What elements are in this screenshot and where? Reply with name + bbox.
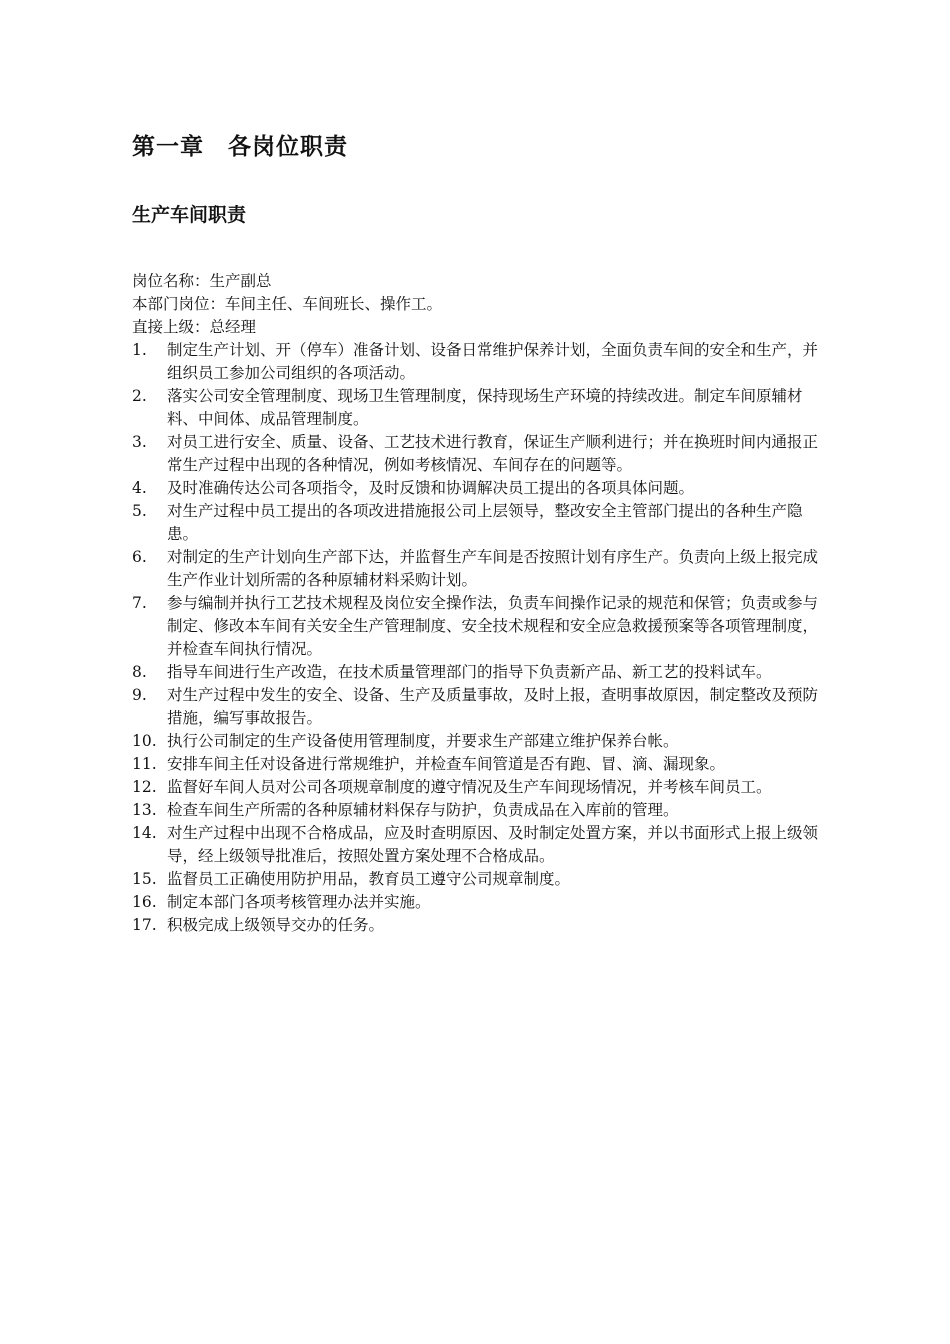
duty-text: 参与编制并执行工艺技术规程及岗位安全操作法，负责车间操作记录的规范和保管；负责或参与制定、修改本车间有关安全生产管理制度、安全技术规程和安全应急救援预案等各项管理制度，并检查车间执行情况。 xyxy=(167,594,819,658)
duty-text: 监督员工正确使用防护用品，教育员工遵守公司规章制度。 xyxy=(167,870,571,888)
section-title: 生产车间职责 xyxy=(132,204,247,226)
duty-number: 7. xyxy=(132,594,147,612)
duty-item xyxy=(132,914,822,937)
duty-item xyxy=(132,500,822,546)
duty-text: 对制定的生产计划向生产部下达，并监督生产车间是否按照计划有序生产。负责向上级上报完成生产作业计划所需的各种原辅材料采购计划。 xyxy=(167,548,819,589)
duty-number: 12. xyxy=(132,778,157,796)
duty-number: 9. xyxy=(132,686,147,704)
position-description xyxy=(132,270,822,937)
duty-number: 13. xyxy=(132,801,157,819)
duties-list xyxy=(132,339,822,937)
duty-text: 安排车间主任对设备进行常规维护，并检查车间管道是否有跑、冒、滴、漏现象。 xyxy=(167,755,726,773)
duty-item xyxy=(132,477,822,500)
duty-item xyxy=(132,546,822,592)
duty-number: 6. xyxy=(132,548,147,566)
position-name: 岗位名称：生产副总 xyxy=(132,272,272,290)
duty-text: 制定本部门各项考核管理办法并实施。 xyxy=(167,893,431,911)
duty-text: 落实公司安全管理制度、现场卫生管理制度，保持现场生产环境的持续改进。制定车间原辅材料、中间体、成品管理制度。 xyxy=(167,387,803,428)
duty-item xyxy=(132,431,822,477)
duty-text: 对员工进行安全、质量、设备、工艺技术进行教育，保证生产顺利进行；并在换班时间内通报正常生产过程中出现的各种情况，例如考核情况、车间存在的问题等。 xyxy=(167,433,819,474)
duty-number: 1. xyxy=(132,341,147,359)
duty-item xyxy=(132,753,822,776)
duty-item xyxy=(132,339,822,385)
duty-number: 17. xyxy=(132,916,157,934)
direct-superior: 直接上级：总经理 xyxy=(132,318,257,336)
duty-text: 指导车间进行生产改造，在技术质量管理部门的指导下负责新产品、新工艺的投料试车。 xyxy=(167,663,772,681)
department-positions: 本部门岗位：车间主任、车间班长、操作工。 xyxy=(132,295,443,313)
duty-number: 4. xyxy=(132,479,147,497)
duty-number: 11. xyxy=(132,755,157,773)
duty-number: 3. xyxy=(132,433,147,451)
duty-text: 检查车间生产所需的各种原辅材料保存与防护，负责成品在入库前的管理。 xyxy=(167,801,679,819)
duty-number: 10. xyxy=(132,732,157,750)
duty-item xyxy=(132,868,822,891)
duty-text: 执行公司制定的生产设备使用管理制度，并要求生产部建立维护保养台帐。 xyxy=(167,732,679,750)
duty-item xyxy=(132,730,822,753)
duty-item xyxy=(132,385,822,431)
duty-text: 积极完成上级领导交办的任务。 xyxy=(167,916,385,934)
duty-item xyxy=(132,661,822,684)
duty-text: 监督好车间人员对公司各项规章制度的遵守情况及生产车间现场情况，并考核车间员工。 xyxy=(167,778,772,796)
duty-item xyxy=(132,776,822,799)
duty-item xyxy=(132,822,822,868)
duty-item xyxy=(132,592,822,661)
duty-number: 14. xyxy=(132,824,157,842)
duty-number: 8. xyxy=(132,663,147,681)
chapter-title: 第一章 各岗位职责 xyxy=(132,134,348,160)
duty-text: 及时准确传达公司各项指令，及时反馈和协调解决员工提出的各项具体问题。 xyxy=(167,479,695,497)
duty-number: 2. xyxy=(132,387,147,405)
duty-number: 5. xyxy=(132,502,147,520)
duty-item xyxy=(132,684,822,730)
duty-number: 16. xyxy=(132,893,157,911)
duty-text: 制定生产计划、开（停车）准备计划、设备日常维护保养计划，全面负责车间的安全和生产，并组织员工参加公司组织的各项活动。 xyxy=(167,341,819,382)
duty-number: 15. xyxy=(132,870,157,888)
duty-text: 对生产过程中员工提出的各项改进措施报公司上层领导，整改安全主管部门提出的各种生产隐患。 xyxy=(167,502,803,543)
duty-text: 对生产过程中发生的安全、设备、生产及质量事故，及时上报，查明事故原因，制定整改及预防措施，编写事故报告。 xyxy=(167,686,819,727)
duty-text: 对生产过程中出现不合格成品，应及时查明原因、及时制定处置方案，并以书面形式上报上级领导，经上级领导批准后，按照处置方案处理不合格成品。 xyxy=(167,824,819,865)
duty-item xyxy=(132,799,822,822)
duty-item xyxy=(132,891,822,914)
